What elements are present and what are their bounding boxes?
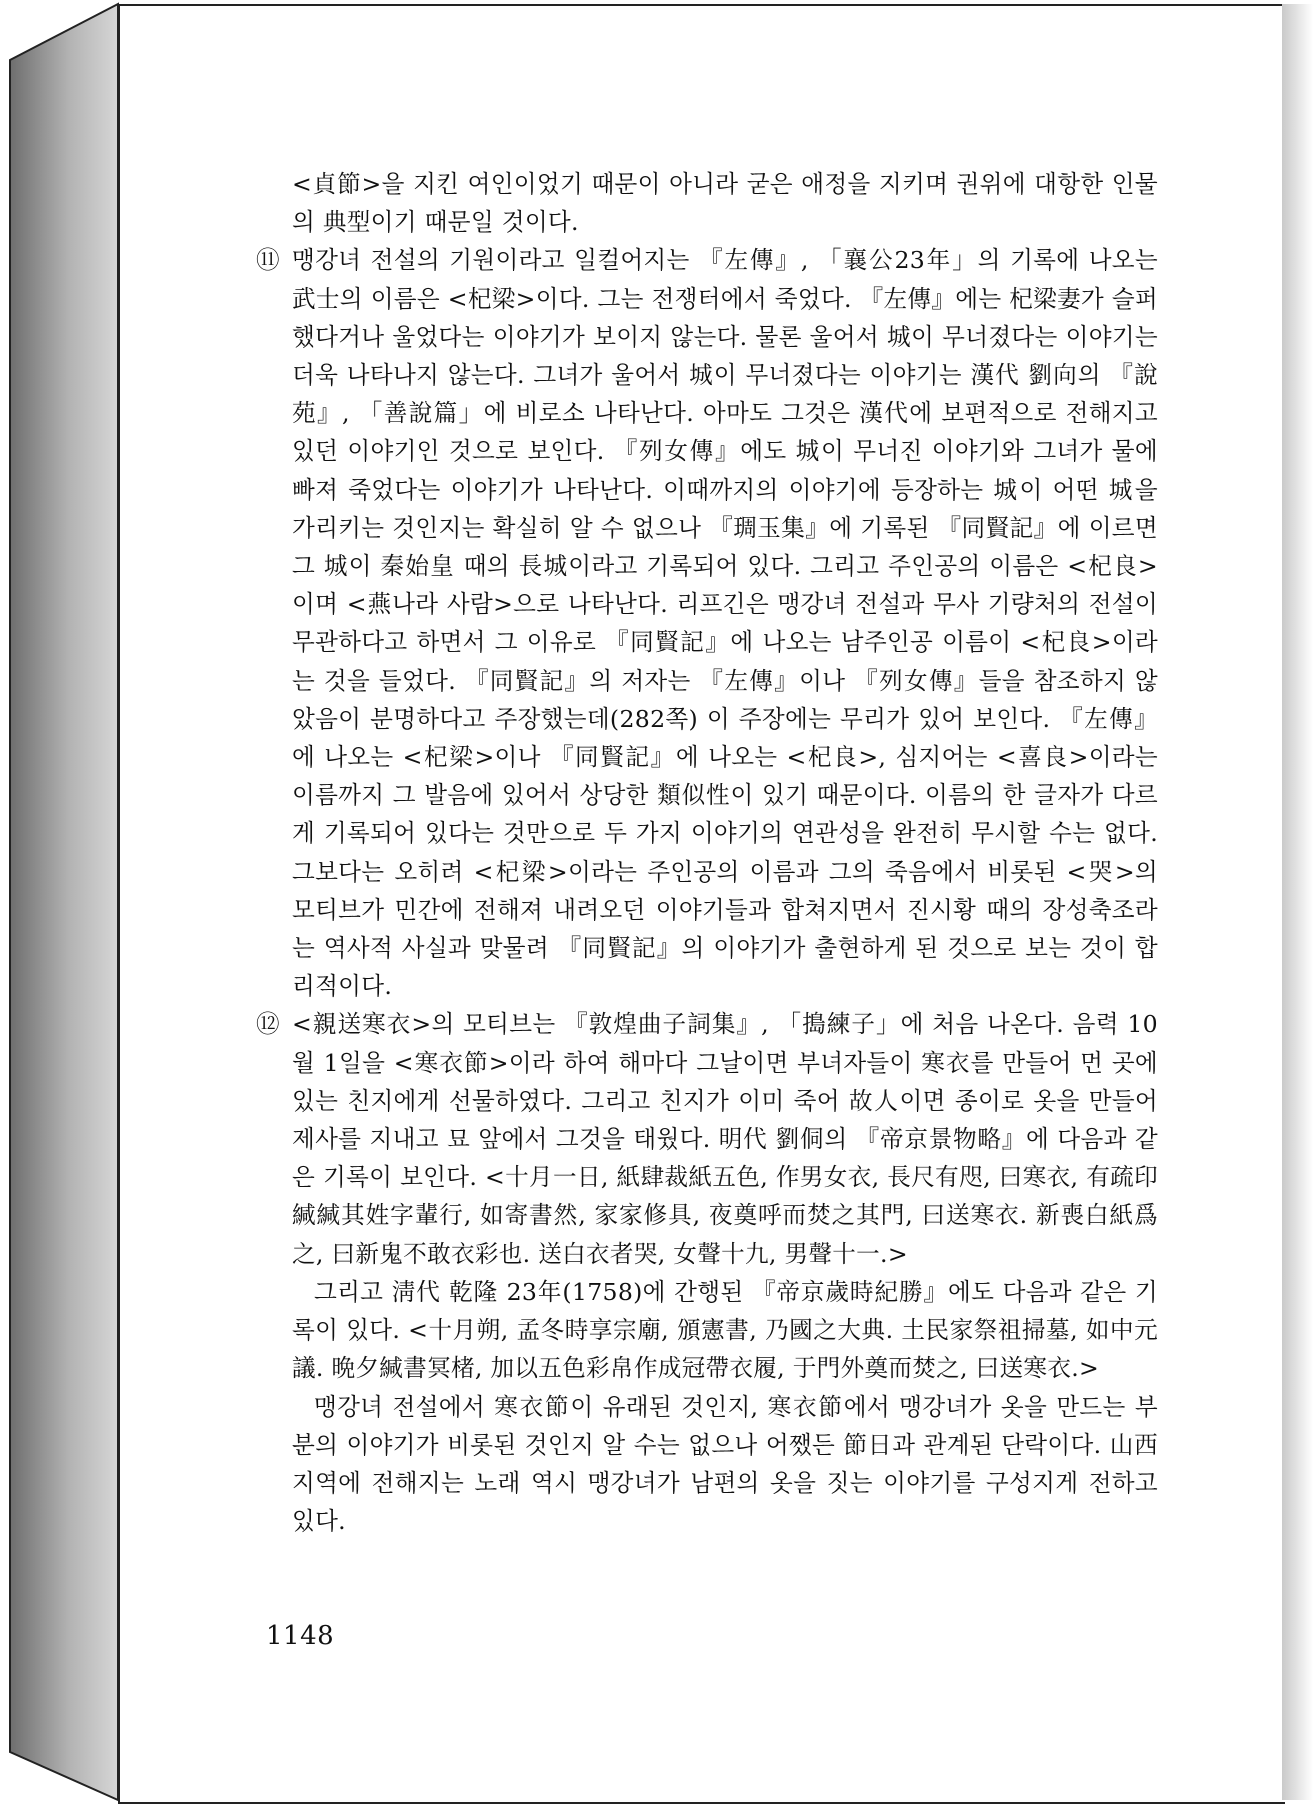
footnote-11 — [256, 241, 1158, 1005]
footnote-marker: ⑪ — [256, 246, 280, 275]
page-body — [256, 165, 1158, 1540]
footnote-marker: ⑫ — [256, 1010, 280, 1039]
footnote-text: <親送寒衣>의 모티브는 『敦煌曲子詞集』, 「搗練子」에 처음 나온다. 음력 10월 1일을 <寒衣節>이라 하여 해마다 그날이면 부녀자들이 寒衣를 만들어 먼 곳에 있는 친지에게 선물하였다. 그리고 친지가 이미 죽어 故人이면 종이로 옷을 만들어 제사를 지내고 묘 앞에서 그것을 태웠다. 明代 劉侗의 『帝京景物略』에 다음과 같은 기록이 보인다. <十月一日, 紙肆裁紙五色, 作男女衣, 長尺有咫, 曰寒衣, 有疏印緘緘其姓字輩行, 如寄書然, 家家修具, 夜奠呼而焚之其門, 曰送寒衣. 新喪白紙爲之, 曰新鬼不敢衣彩也. 送白衣者哭, 女聲十九, 男聲十一.> — [292, 1010, 1158, 1268]
page-number: 1148 — [266, 1621, 335, 1651]
footnote-12 — [256, 1005, 1158, 1272]
footnote-text: 맹강녀 전설의 기원이라고 일컬어지는 『左傳』, 「襄公23年」의 기록에 나오는 武士의 이름은 <杞梁>이다. 그는 전쟁터에서 죽었다. 『左傳』에는 杞梁妻가 슬퍼했다거나 울었다는 이야기가 보이지 않는다. 물론 울어서 城이 무너졌다는 이야기는 더욱 나타나지 않는다. 그녀가 울어서 城이 무너졌다는 이야기는 漢代 劉向의 『說苑』, 「善說篇」에 비로소 나타난다. 아마도 그것은 漢代에 보편적으로 전해지고 있던 이야기인 것으로 보인다. 『列女傳』에도 城이 무너진 이야기와 그녀가 물에 빠져 죽었다는 이야기가 나타난다. 이때까지의 이야기에 등장하는 城이 어떤 城을 가리키는 것인지는 확실히 알 수 없으나 『琱玉集』에 기록된 『同賢記』에 이르면 그 城이 秦始皇 때의 長城이라고 기록되어 있다. 그리고 주인공의 이름은 <杞良>이며 <燕나라 사람>으로 나타난다. 리프긴은 맹강녀 전설과 무사 기량처의 전설이 무관하다고 하면서 그 이유로 『同賢記』에 나오는 남주인공 이름이 <杞良>이라는 것을 들었다. 『同賢記』의 저자는 『左傳』이나 『列女傳』들을 참조하지 않았음이 분명하다고 주장했는데(282쪽) 이 주장에는 무리가 있어 보인다. 『左傳』에 나오는 <杞梁>이나 『同賢記』에 나오는 <杞良>, 심지어는 <喜良>이라는 이름까지 그 발음에 있어서 상당한 類似性이 있기 때문이다. 이름의 한 글자가 다르게 기록되어 있다는 것만으로 두 가지 이야기의 연관성을 완전히 무시할 수는 없다. 그보다는 오히려 <杞梁>이라는 주인공의 이름과 그의 죽음에서 비롯된 <哭>의 모티브가 민간에 전해져 내려오던 이야기들과 합쳐지면서 진시황 때의 장성축조라는 역사적 사실과 맞물려 『同賢記』의 이야기가 출현하게 된 것으로 보는 것이 합리적이다. — [292, 246, 1158, 1001]
paragraph: 그리고 淸代 乾隆 23年(1758)에 간행된 『帝京歲時紀勝』에도 다음과 같은 기록이 있다. <十月朔, 孟冬時享宗廟, 頒憲書, 乃國之大典. 土民家祭祖掃墓, 如中元議. 晩夕緘書冥楮, 加以五色彩帛作成冠帶衣履, 于門外奠而焚之, 曰送寒衣.> — [292, 1277, 1158, 1383]
paragraph: 맹강녀 전설에서 寒衣節이 유래된 것인지, 寒衣節에서 맹강녀가 옷을 만드는 부분의 이야기가 비롯된 것인지 알 수는 없으나 어쨌든 節日과 관계된 단락이다. 山西지역에 전해지는 노래 역시 맹강녀가 남편의 옷을 짓는 이야기를 구성지게 전하고 있다. — [292, 1392, 1158, 1536]
paragraph-continuation: <貞節>을 지킨 여인이었기 때문이 아니라 굳은 애정을 지키며 권위에 대항한 인물의 典型이기 때문일 것이다. — [292, 170, 1158, 237]
page-edge-shadow — [1282, 4, 1313, 1800]
